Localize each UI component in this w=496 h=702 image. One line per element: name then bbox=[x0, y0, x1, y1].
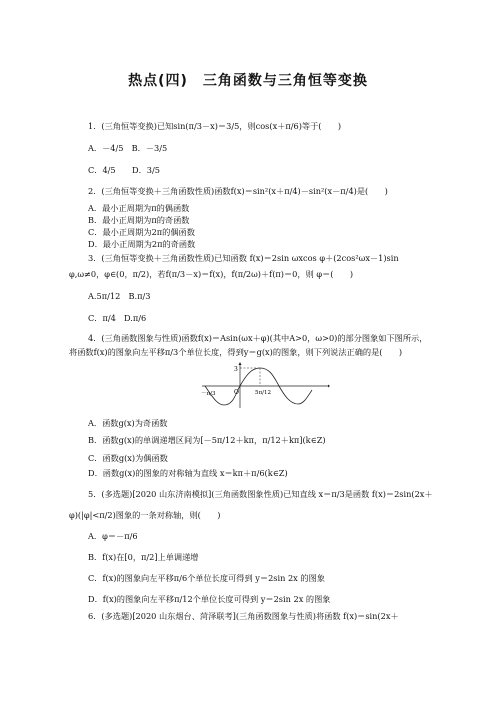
q2-option-a: A．最小正周期为π的偶函数 bbox=[88, 203, 190, 213]
origin-label: O bbox=[234, 389, 239, 396]
x-tick-label-left: －π/3 bbox=[201, 391, 216, 397]
q5-option-d: D．f(x)的图象向左平移π/12个单位长度可得到 y＝2sin 2x 的图象 bbox=[88, 594, 331, 604]
page-title: 热点(四) 三角函数与三角恒等变换 bbox=[128, 73, 368, 89]
curve bbox=[205, 368, 312, 405]
y-tick-label: 3 bbox=[234, 366, 238, 373]
x-tick-label-right: 5π/12 bbox=[255, 390, 271, 396]
q1-options-ab: A．－4/5 B．－3/5 bbox=[88, 143, 168, 153]
q4-stem: 4．(三角函数图象与性质)函数f(x)＝Asin(ωx＋φ)(其中A>0，ω>0)的部分图象如下图所示， bbox=[88, 333, 428, 343]
q2-option-d: D．最小正周期为2π的奇函数 bbox=[88, 239, 196, 249]
q1-stem: 1．(三角恒等变换)已知sin(π/3－x)＝3/5，则cos(x＋π/6)等于( ) bbox=[88, 121, 342, 131]
q5-option-c: C．f(x)的图象向左平移π/6个单位长度可得到 y＝2sin 2x 的图象 bbox=[88, 573, 325, 583]
q2-option-c: C．最小正周期为2π的偶函数 bbox=[88, 227, 195, 237]
q3-options-cd: C．π/4 D.π/6 bbox=[88, 313, 147, 323]
q5-option-b: B．f(x)在[0，π/2]上单调递增 bbox=[88, 552, 199, 562]
q5-option-a: A．φ＝－π/6 bbox=[88, 531, 138, 541]
q4-option-a: A．函数g(x)为奇函数 bbox=[88, 418, 168, 428]
q4-option-b: B．函数g(x)的单调递增区间为[－5π/12＋kπ，π/12＋kπ](k∈Z) bbox=[88, 435, 326, 445]
q5-stem: 5．(多选题)[2020 山东济南模拟](三角函数图象性质)已知直线 x＝π/3是函数 f(x)＝2sin(2x＋ bbox=[88, 489, 433, 499]
x-axis-arrow bbox=[328, 385, 330, 388]
q6-stem: 6．(多选题)[2020 山东烟台、菏泽联考](三角函数图象与性质)将函数 f(x)＝sin(2x＋ bbox=[88, 611, 399, 621]
q3-options-ab: A.5π/12 B.π/3 bbox=[88, 291, 151, 301]
q5-stem-cont: φ)(|φ|<π/2)图象的一条对称轴，则( ) bbox=[69, 510, 221, 520]
q4-option-d: D．函数g(x)的图象的对称轴为直线 x＝kπ＋π/6(k∈Z) bbox=[88, 468, 288, 478]
sine-graph bbox=[200, 362, 330, 410]
q3-stem-cont: φ,ω≠0，φ∈(0，π/2)，若f(π/3－x)＝f(x)，f(π/2ω)＋f(π)＝0，则 φ＝( ) bbox=[69, 269, 354, 279]
q4-option-c: C．函数g(x)为偶函数 bbox=[88, 453, 168, 463]
q2-option-b: B．最小正周期为π的奇函数 bbox=[88, 215, 190, 225]
q2-stem: 2．(三角恒等变换＋三角函数性质)函数f(x)＝sin²(x＋π/4)－sin²(x－π/4)是( ) bbox=[88, 186, 388, 196]
q1-options-cd: C．4/5 D．3/5 bbox=[88, 165, 160, 175]
y-axis-arrow bbox=[239, 362, 242, 365]
q3-stem: 3．(三角恒等变换＋三角函数性质)已知函数 f(x)＝2sin ωxcos φ＋(2cos²ωx－1)sin bbox=[88, 253, 399, 263]
q4-stem-cont: 将函数f(x)的图象向左平移π/3个单位长度，得到y＝g(x)的图象，则下列说法正确的是( ) bbox=[69, 347, 403, 357]
